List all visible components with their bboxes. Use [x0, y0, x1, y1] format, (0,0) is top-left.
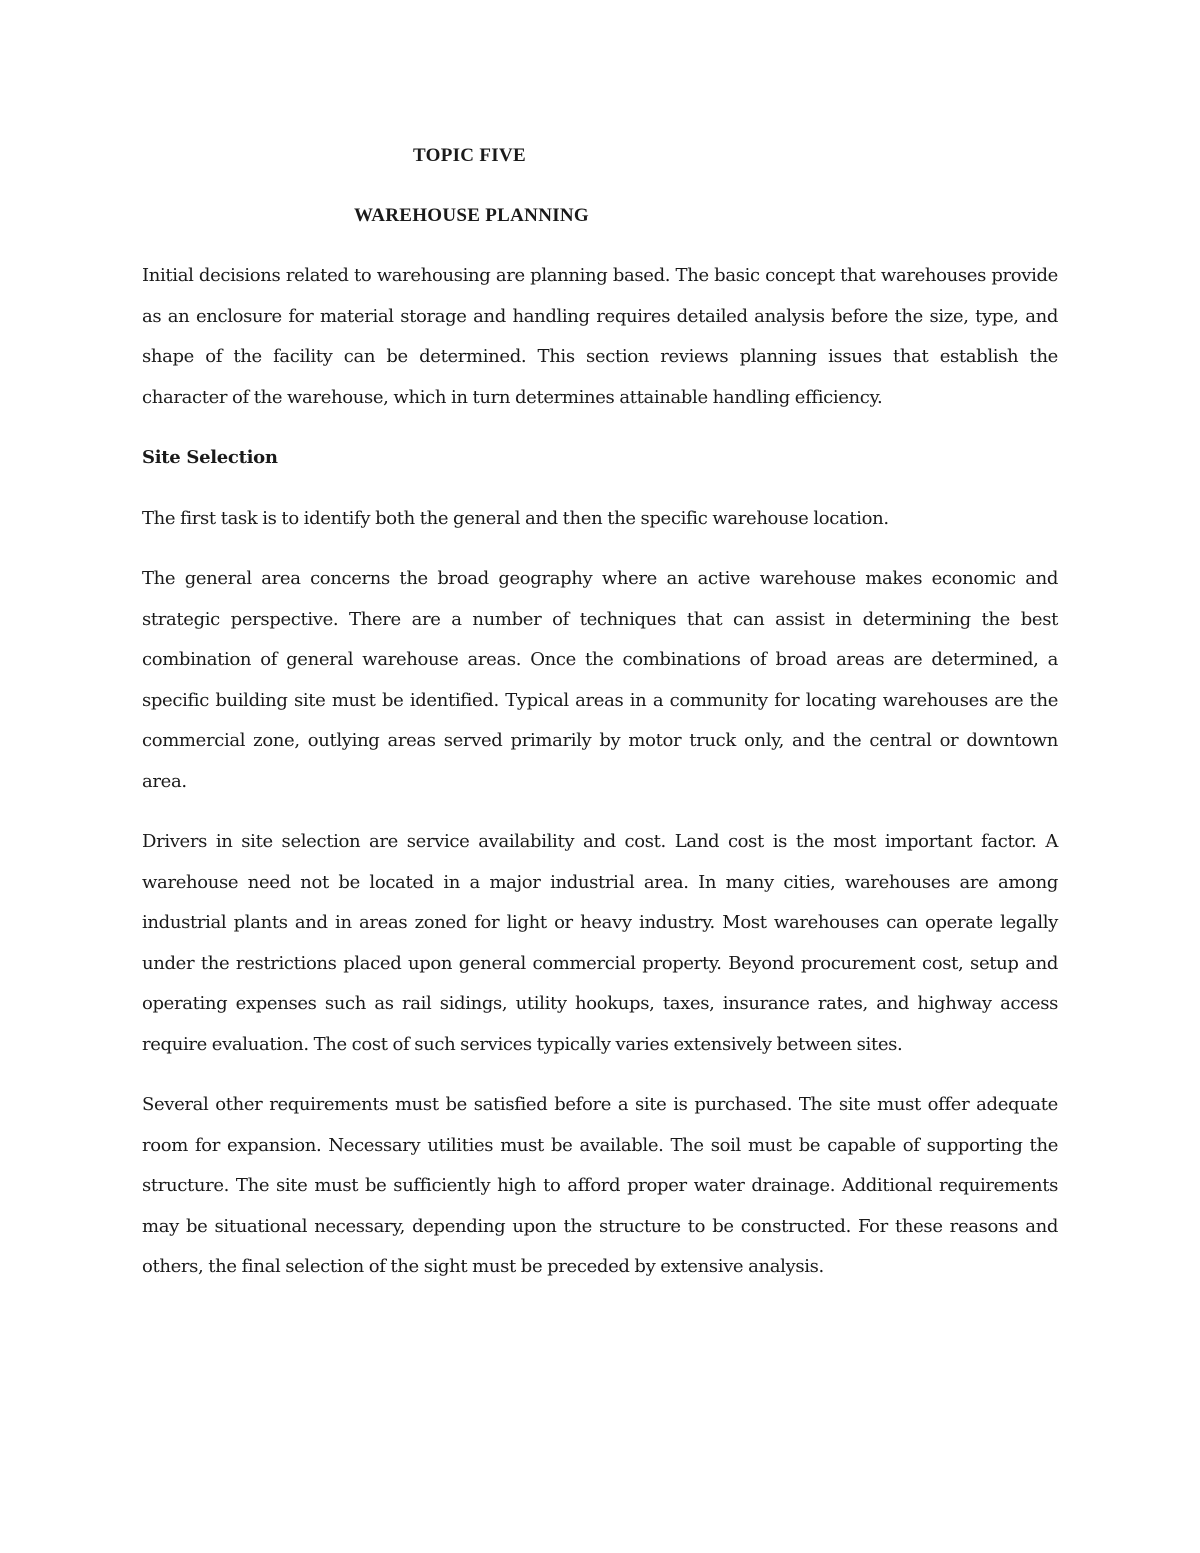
intro-paragraph: Initial decisions related to warehousing are planning based. The basic concept that warehouses provide as an enclosure for material storage and handling requires detailed analysis before the size, type, and shape of the facility can be determined. This section reviews planning issues that establish the character of the warehouse, which in turn determines attainable handling efficiency.: [142, 265, 1058, 408]
section-heading: Site Selection: [142, 447, 278, 468]
topic-label: TOPIC FIVE: [413, 145, 526, 166]
paragraph: The first task is to identify both the general and then the specific warehouse location.: [142, 507, 889, 529]
paragraph: Drivers in site selection are service availability and cost. Land cost is the most important factor. A warehouse need not be located in a major industrial area. In many cities, warehouses are among industrial plants and in areas zoned for light or heavy industry. Most warehouses can operate legally under the restrictions placed upon general commercial property. Beyond procurement cost, setup and operating expenses such as rail sidings, utility hookups, taxes, insurance rates, and highway access require evaluation. The cost of such services typically varies extensively between sites.: [142, 831, 1058, 1055]
document-title: WAREHOUSE PLANNING: [354, 205, 590, 226]
paragraph: Several other requirements must be satisfied before a site is purchased. The site must offer adequate room for expansion. Necessary utilities must be available. The soil must be capable of supporting the structure. The site must be sufficiently high to afford proper water drainage. Additional requirements may be situational necessary, depending upon the structure to be constructed. For these reasons and others, the final selection of the sight must be preceded by extensive analysis.: [142, 1094, 1058, 1277]
document-body: [142, 256, 1058, 1308]
paragraph: The general area concerns the broad geography where an active warehouse makes economic and strategic perspective. There are a number of techniques that can assist in determining the best combination of general warehouse areas. Once the combinations of broad areas are determined, a specific building site must be identified. Typical areas in a community for locating warehouses are the commercial zone, outlying areas served primarily by motor truck only, and the central or downtown area.: [142, 568, 1058, 792]
